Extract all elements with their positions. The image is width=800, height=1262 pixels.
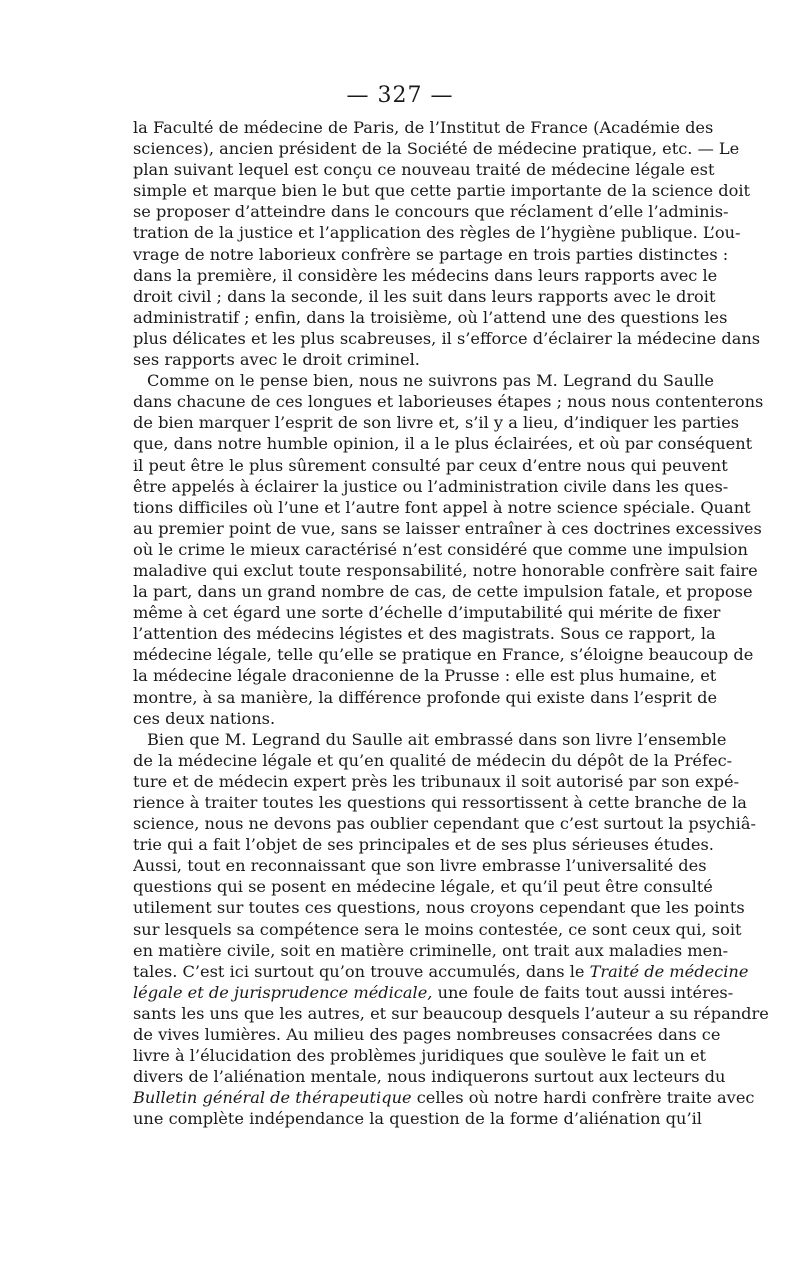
text-line: livre à l’élucidation des problèmes juridiques que soulève le fait un et [133, 1046, 707, 1066]
text-line: médecine légale, telle qu’elle se pratique en France, s’éloigne beaucoup de [133, 645, 754, 665]
text-line: même à cet égard une sorte d’échelle d’imputabilité qui mérite de fixer [133, 603, 721, 623]
text-line: science, nous ne devons pas oublier cependant que c’est surtout la psychiâ- [133, 814, 756, 834]
text-line: dans la première, il considère les médecins dans leurs rapports avec le [133, 265, 718, 285]
text-line: ses rapports avec le droit criminel. [133, 350, 420, 370]
text-line: sciences), ancien président de la Société de médecine pratique, etc. — Le [133, 139, 740, 159]
paragraph-1 [133, 117, 761, 370]
text-segment: une foule de faits tout aussi intéres- [432, 982, 734, 1002]
text-line: tions difficiles où l’une et l’autre font appel à notre science spéciale. Quant [133, 497, 751, 517]
text-line: trie qui a fait l’objet de ses principales et de ses plus sérieuses études. [133, 835, 714, 855]
text-line [133, 1087, 755, 1108]
book-title-italic: Traité de médecine [589, 961, 749, 981]
text-line: divers de l’aliénation mentale, nous indiquerons surtout aux lecteurs du [133, 1067, 726, 1087]
text-line: ces deux nations. [133, 708, 276, 728]
text-line: être appelés à éclairer la justice ou l’administration civile dans les ques- [133, 476, 729, 496]
text-line: maladive qui exclut toute responsabilité, notre honorable confrère sait faire [133, 560, 758, 580]
text-line: droit civil ; dans la seconde, il les suit dans leurs rapports avec le droit [133, 286, 716, 306]
text-line: il peut être le plus sûrement consulté par ceux d’entre nous qui peuvent [133, 455, 728, 475]
text-line: la médecine légale draconienne de la Prusse : elle est plus humaine, et [133, 666, 717, 686]
text-line: Comme on le pense bien, nous ne suivrons pas M. Legrand du Saulle [147, 371, 715, 391]
paragraph-3 [133, 729, 769, 1130]
paragraph-2 [133, 370, 764, 729]
text-line: une complète indépendance la question de la forme d’aliénation qu’il [133, 1109, 702, 1129]
text-line: Bien que M. Legrand du Saulle ait embrassé dans son livre l’ensemble [147, 729, 727, 749]
text-line [133, 982, 734, 1003]
text-segment: celles où notre hardi confrère traite avec [411, 1088, 755, 1108]
text-line: montre, à sa manière, la différence profonde qui existe dans l’esprit de [133, 687, 718, 707]
book-title-italic: légale et de jurisprudence médicale, [133, 982, 433, 1002]
text-line: utilement sur toutes ces questions, nous croyons cependant que les points [133, 898, 745, 918]
text-line: simple et marque bien le but que cette partie importante de la science doit [133, 181, 751, 201]
text-line: vrage de notre laborieux confrère se partage en trois parties distinctes : [133, 244, 729, 264]
text-line: se proposer d’atteindre dans le concours que réclament d’elle l’adminis- [133, 202, 729, 222]
text-line: en matière civile, soit en matière criminelle, ont trait aux maladies men- [133, 940, 729, 960]
page-number: — 327 — [346, 83, 454, 108]
text-line: Aussi, tout en reconnaissant que son livre embrasse l’universalité des [133, 856, 707, 876]
text-line: la Faculté de médecine de Paris, de l’Institut de France (Académie des [133, 118, 714, 137]
text-line: de la médecine légale et qu’en qualité de médecin du dépôt de la Préfec- [133, 750, 733, 770]
text-line [133, 961, 749, 982]
text-line: plan suivant lequel est conçu ce nouveau traité de médecine légale est [133, 160, 715, 180]
text-line: la part, dans un grand nombre de cas, de cette impulsion fatale, et propose [133, 582, 753, 602]
text-line: de bien marquer l’esprit de son livre et, s’il y a lieu, d’indiquer les parties [133, 413, 740, 433]
text-line: l’attention des médecins légistes et des magistrats. Sous ce rapport, la [133, 624, 716, 644]
text-line: sants les uns que les autres, et sur beaucoup desquels l’auteur a su répandre [133, 1003, 769, 1023]
body-text [133, 117, 769, 1130]
text-line: plus délicates et les plus scabreuses, il s’efforce d’éclairer la médecine dans [133, 328, 761, 348]
text-line: au premier point de vue, sans se laisser entraîner à ces doctrines excessives [133, 518, 762, 538]
text-line: tration de la justice et l’application des règles de l’hygiène publique. L’ou- [133, 223, 741, 243]
text-line: que, dans notre humble opinion, il a le plus éclairées, et où par conséquent [133, 434, 753, 454]
text-line: ture et de médecin expert près les tribunaux il soit autorisé par son expé- [133, 771, 740, 791]
text-line: de vives lumières. Au milieu des pages nombreuses consacrées dans ce [133, 1025, 721, 1045]
text-line: rience à traiter toutes les questions qui ressortissent à cette branche de la [133, 793, 747, 812]
text-line: administratif ; enfin, dans la troisième, où l’attend une des questions les [133, 307, 728, 327]
journal-title-italic: Bulletin général de thérapeutique [133, 1088, 412, 1108]
text-segment: tales. C’est ici surtout qu’on trouve accumulés, dans le [133, 961, 590, 981]
text-line: questions qui se posent en médecine légale, et qu’il peut être consulté [133, 877, 713, 897]
text-line: où le crime le mieux caractérisé n’est considéré que comme une impulsion [133, 539, 748, 559]
text-line: dans chacune de ces longues et laborieuses étapes ; nous nous contenterons [133, 392, 764, 412]
text-line: sur lesquels sa compétence sera le moins contestée, ce sont ceux qui, soit [133, 919, 742, 939]
